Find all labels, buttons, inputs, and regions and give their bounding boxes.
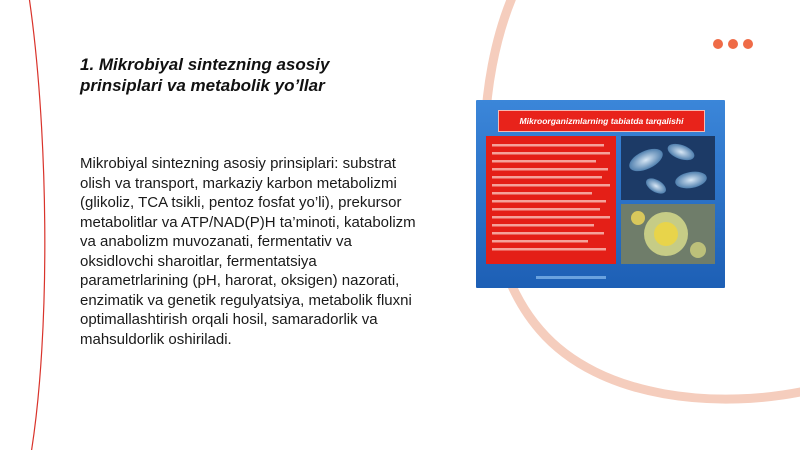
slide-body-text: Mikrobiyal sintezning asosiy prinsiplari: substrat olish va transport, markaziy karbon metabolizmi (glikoliz, TCA tsikli, pentoz fosfat yo’li), prekursor metabolitlar va ATP/NAD(P)H ta’minoti, katabolizm va anabolizm muvozanati, fermentativ va oksidlovchi sharoitlar, fermentatsiya parametrlarining (pH, harorat, oksigen) nazorati, enzimatik va genetik regulyatsiya, metabolik fluxni optimallashtirish orqali hosil, samaradorlik va mahsuldorlik oshiriladi. [80,155,416,348]
left-edge-arc [28,0,45,450]
microorganism-distribution-image [476,100,725,288]
slide-title: 1. Mikrobiyal sintezning asosiy prinsiplari va metabolik yo’llar [80,55,330,95]
dot-icon [713,39,723,49]
dot-icon [743,39,753,49]
dot-icon [728,39,738,49]
three-dots-icon[interactable] [713,39,753,49]
figure-title: Mikroorganizmlarning tabiatda tarqalishi [498,110,705,132]
